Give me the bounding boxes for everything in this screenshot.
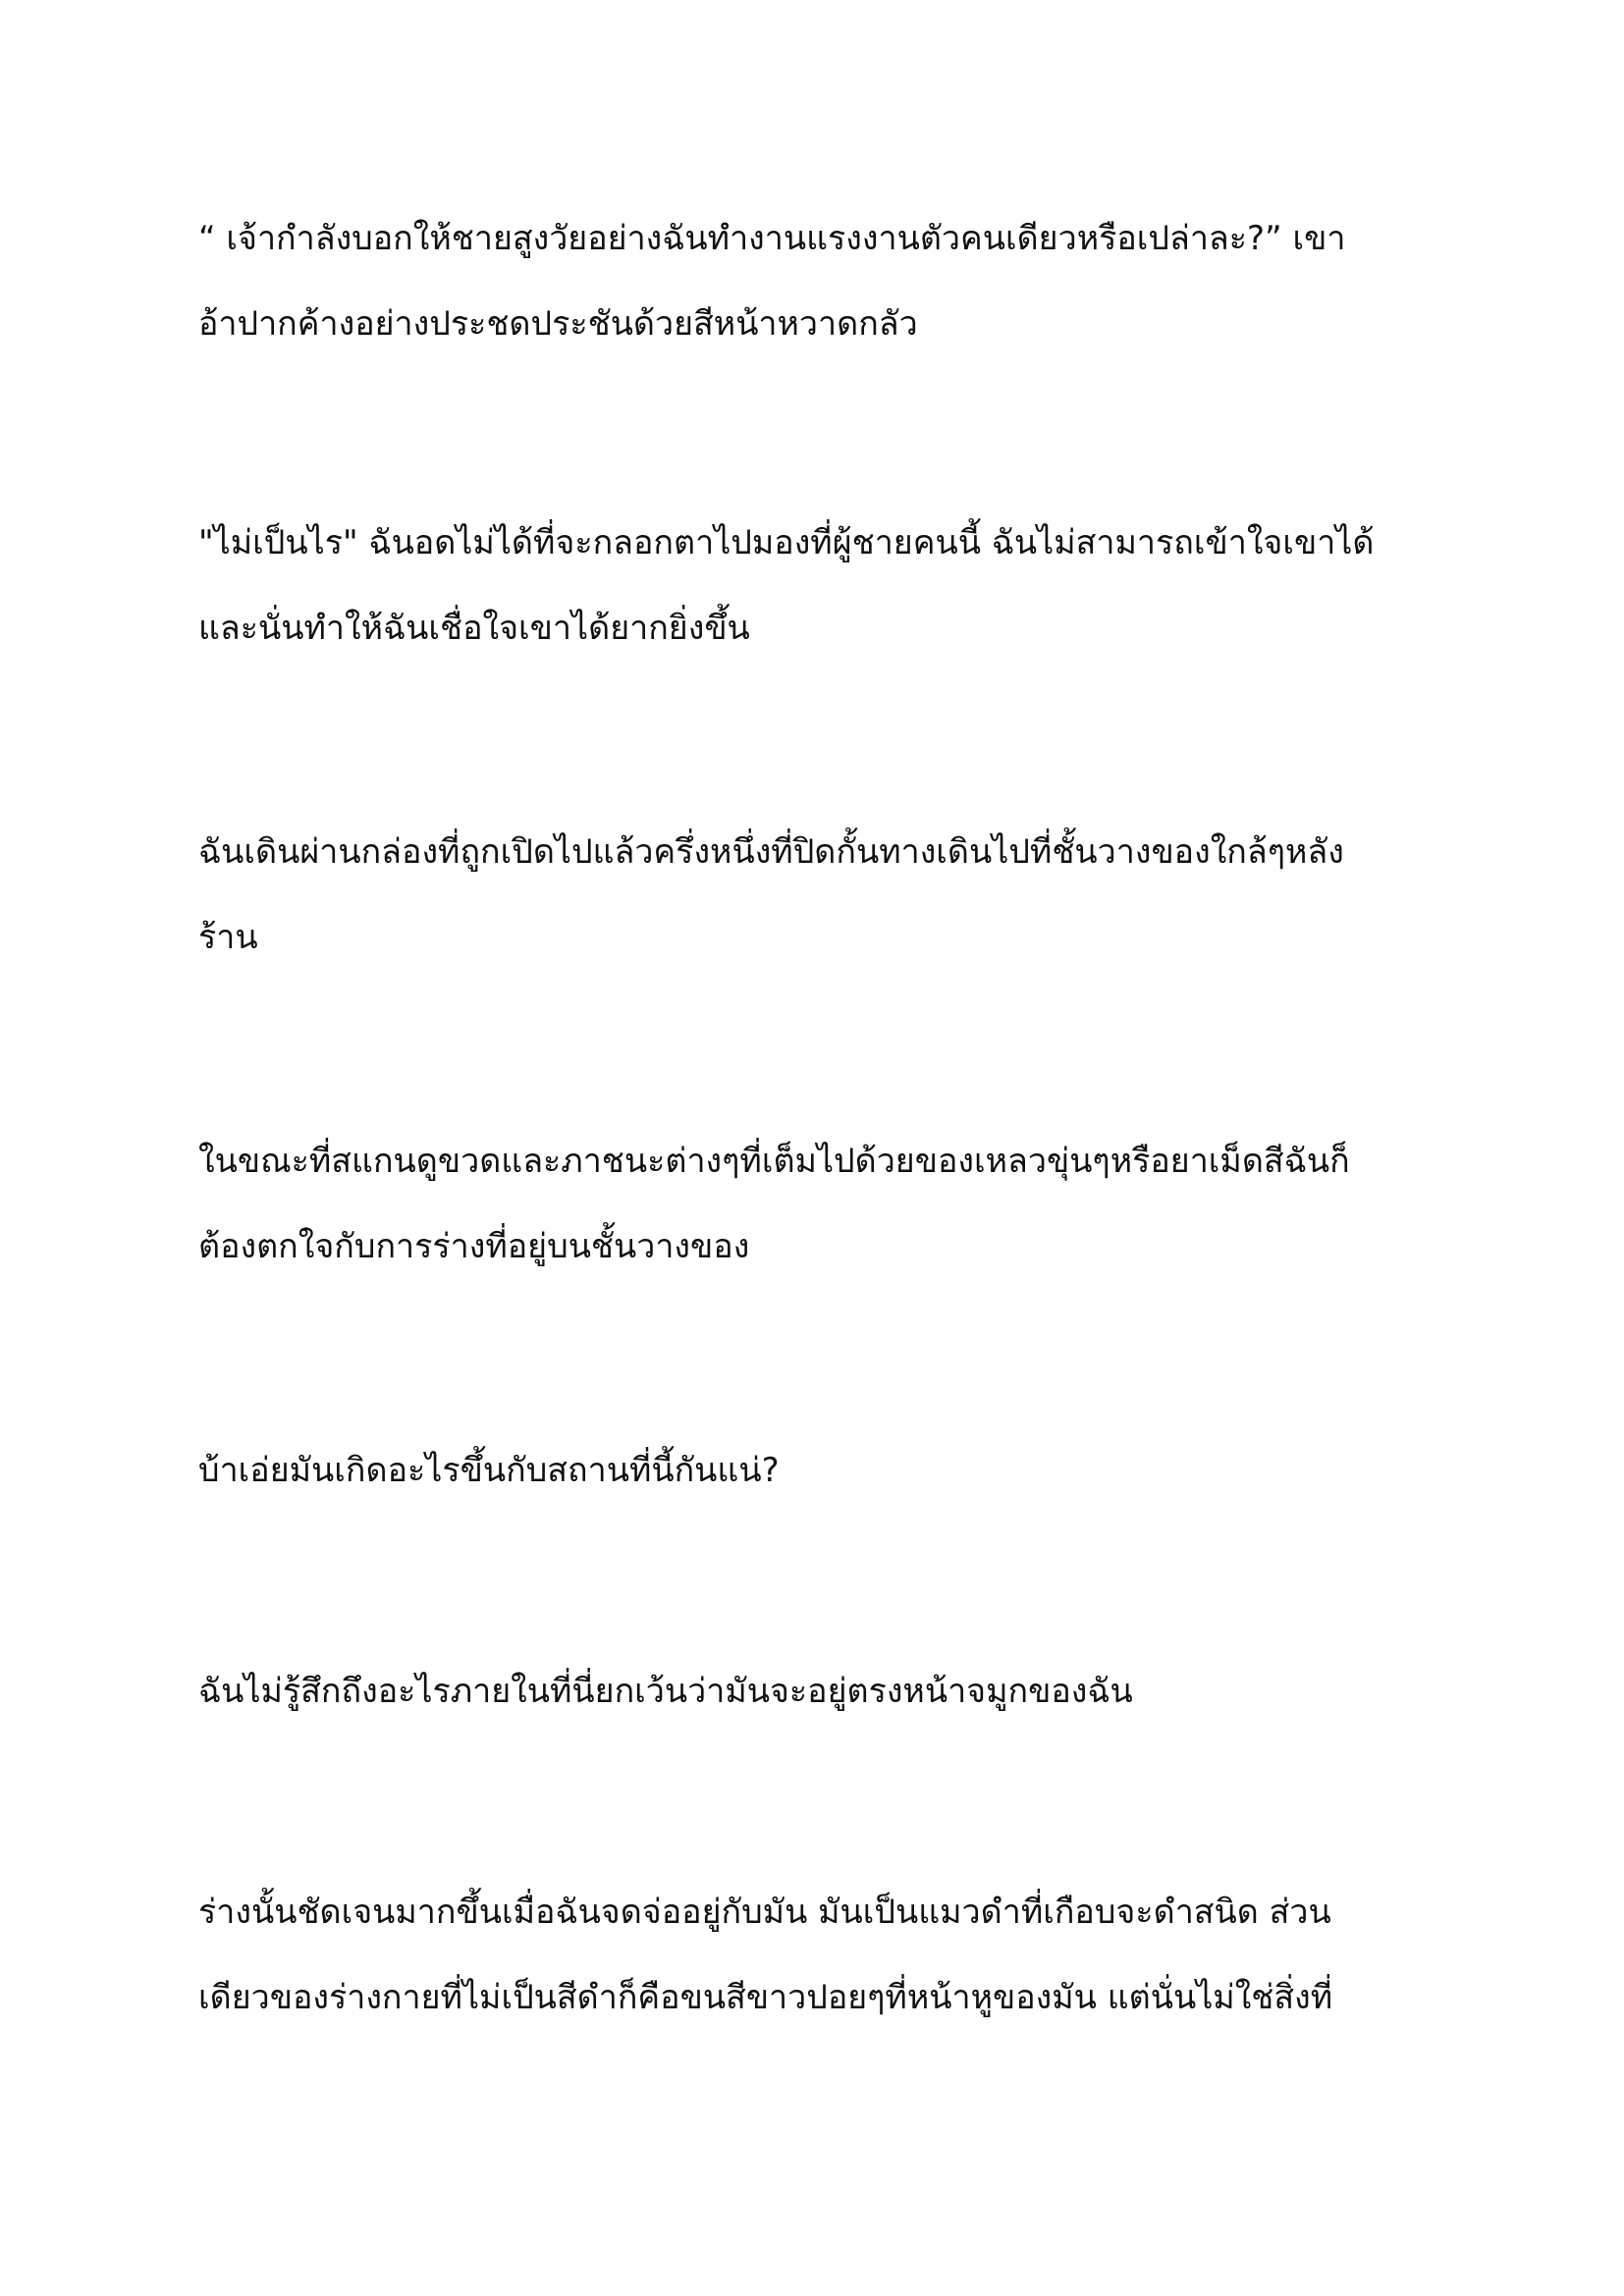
paragraph-6 bbox=[198, 1649, 1426, 1735]
paragraph-line: ต้องตกใจกับการร่างที่อยู่บนชั้นวางของ bbox=[198, 1227, 750, 1266]
paragraph-3 bbox=[198, 810, 1426, 981]
paragraph-line: "ไม่เป็นไร" ฉันอดไม่ได้ที่จะกลอกตาไปมองที่ผู้ชายคนนี้ ฉันไม่สามารถเข้าใจเขาได้ bbox=[198, 523, 1375, 562]
paragraph-line: เดียวของร่างกายที่ไม่เป็นสีดำก็คือขนสีขาวปอยๆที่หน้าหูของมัน แต่นั่นไม่ใช่สิ่งที่ bbox=[198, 1978, 1333, 2017]
paragraph-line: บ้าเอ่ยมันเกิดอะไรขึ้นกับสถานที่นี้กันแน่? bbox=[198, 1451, 780, 1490]
paragraph-line: อ้าปากค้างอย่างประชดประชันด้วยสีหน้าหวาดกลัว bbox=[198, 304, 918, 344]
paragraph-line: ร้าน bbox=[198, 918, 258, 957]
paragraph-4 bbox=[198, 1119, 1426, 1290]
paragraph-7 bbox=[198, 1870, 1426, 2041]
paragraph-1 bbox=[198, 196, 1426, 367]
paragraph-line: ในขณะที่สแกนดูขวดและภาชนะต่างๆที่เต็มไปด้วยของเหลวขุ่นๆหรือยาเม็ดสีฉันก็ bbox=[198, 1142, 1350, 1181]
paragraph-line: ฉันไม่รู้สึกถึงอะไรภายในที่นี่ยกเว้นว่ามันจะอยู่ตรงหน้าจมูกของฉัน bbox=[198, 1672, 1133, 1711]
paragraph-line: และนั่นทำให้ฉันเชื่อใจเขาได้ยากยิ่งขึ้น bbox=[198, 609, 750, 648]
paragraph-5 bbox=[198, 1428, 1426, 1514]
paragraph-2 bbox=[198, 501, 1426, 671]
paragraph-line: “ เจ้ากำลังบอกให้ชายสูงวัยอย่างฉันทำงานแรงงานตัวคนเดียวหรือเปล่าละ?” เขา bbox=[198, 219, 1346, 258]
paragraph-line: ร่างนั้นชัดเจนมากขึ้นเมื่อฉันจดจ่ออยู่กับมัน มันเป็นแมวดำที่เกือบจะดำสนิด ส่วน bbox=[198, 1893, 1331, 1932]
paragraph-line: ฉันเดินผ่านกล่องที่ถูกเปิดไปแล้วครึ่งหนึ่งที่ปิดกั้นทางเดินไปที่ชั้นวางของใกล้ๆหลัง bbox=[198, 832, 1344, 872]
